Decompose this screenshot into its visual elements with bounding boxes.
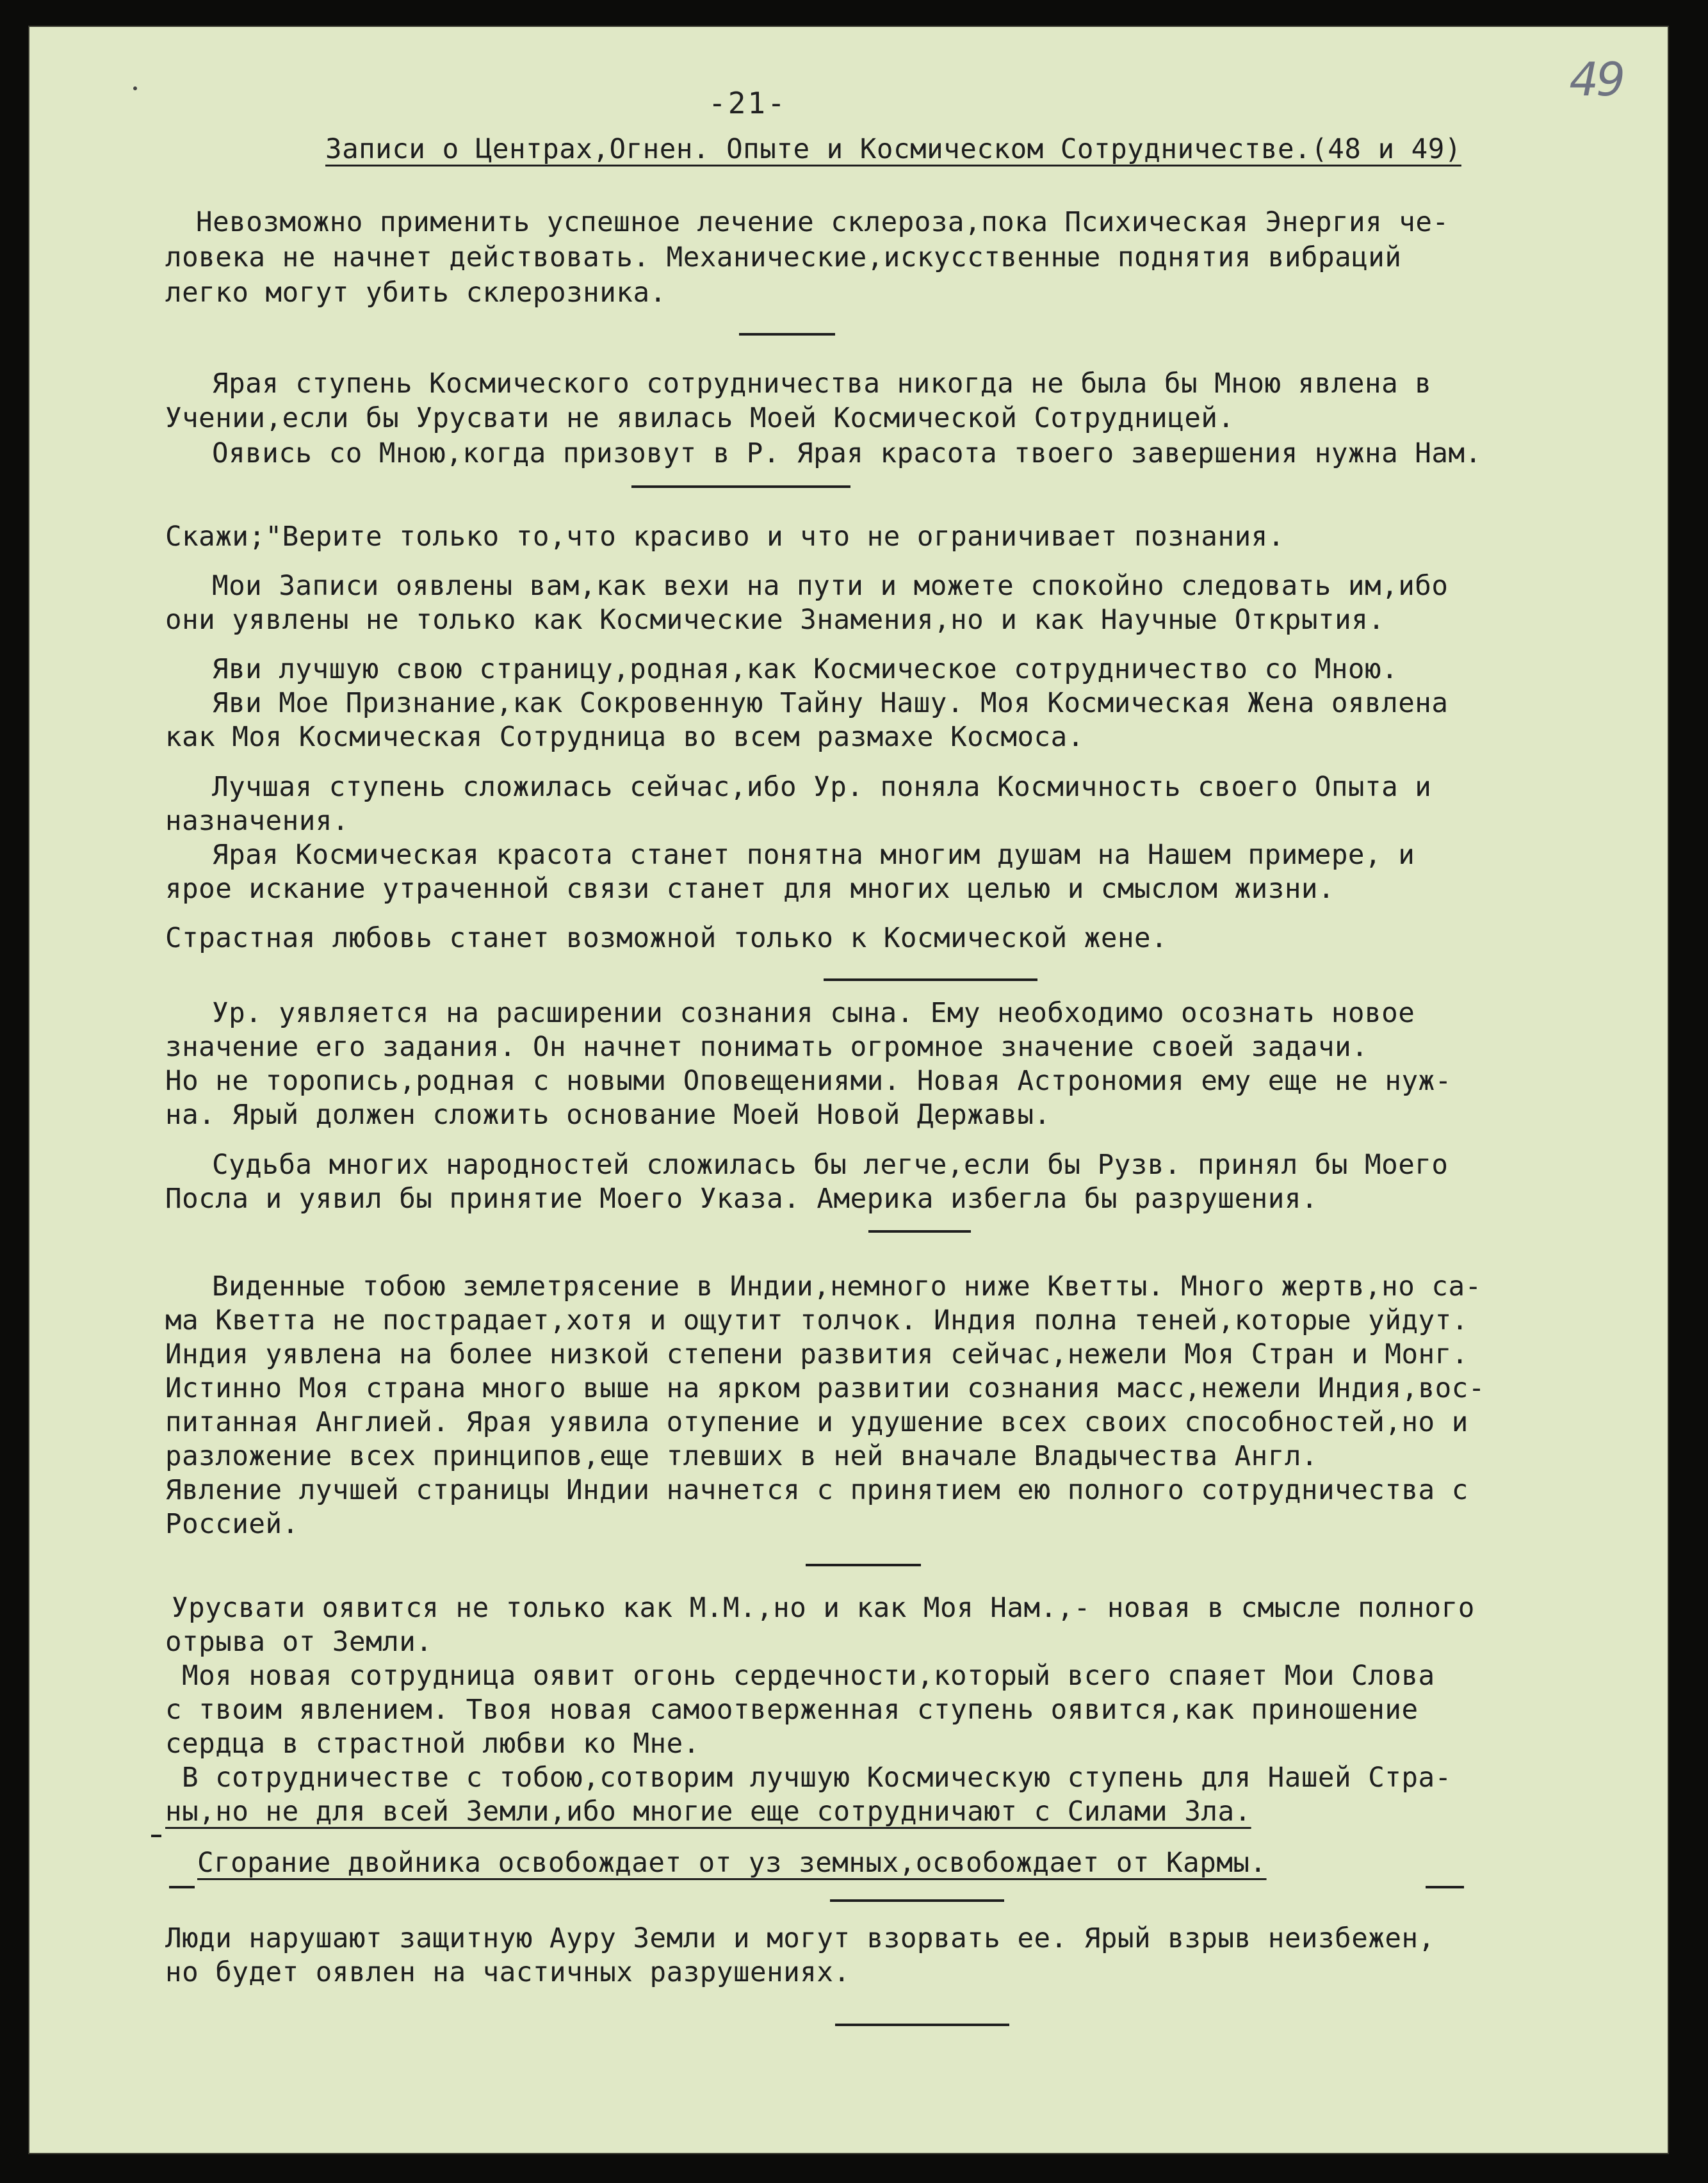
text-line: Истинно Моя страна много выше на ярком развитии сознания масс,нежели Индия,вос- — [165, 1373, 1485, 1404]
text-line: ма Кветта не пострадает,хотя и ощутит толчок. Индия полна теней,которые уйдут. — [165, 1305, 1468, 1336]
text-line: сердца в страстной любви ко Мне. — [165, 1728, 700, 1760]
text-line: отрыва от Земли. — [165, 1627, 433, 1658]
folio-number: 49 — [1569, 53, 1623, 106]
document-page — [28, 26, 1669, 2154]
text-line: Но не торопись,родная с новыми Оповещениями. Новая Астрономия ему еще не нуж- — [165, 1066, 1452, 1097]
text-line: В сотрудничестве с тобою,сотворим лучшую Космическую ступень для Нашей Стра- — [182, 1762, 1452, 1794]
text-line: с твоим явлением. Твоя новая самоотверженная ступень оявится,как приношение — [165, 1694, 1419, 1726]
text-line: Страстная любовь станет возможной только к Космической жене. — [165, 923, 1168, 954]
text-line-underlined: ны,но не для всей Земли,ибо многие еще сотрудничают с Силами Зла. — [165, 1796, 1251, 1828]
text-line: Невозможно применить успешное лечение склероза,пока Психическая Энергия че- — [196, 207, 1449, 238]
text-line: назначения. — [165, 806, 349, 837]
text-line: Люди нарушают защитную Ауру Земли и могут взорвать ее. Ярый взрыв неизбежен, — [165, 1923, 1435, 1954]
text-line: Мои Записи оявлены вам,как вехи на пути и можете спокойно следовать им,ибо — [212, 571, 1449, 602]
text-line: Виденные тобою землетрясение в Индии,немного ниже Кветты. Много жертв,но са- — [212, 1271, 1482, 1302]
text-line: значение его задания. Он начнет понимать огромное значение своей задачи. — [165, 1032, 1369, 1063]
text-line: как Моя Космическая Сотрудница во всем размахе Космоса. — [165, 722, 1084, 753]
text-line: Ярая Космическая красота станет понятна многим душам на Нашем примере, и — [212, 840, 1415, 871]
text-line: Учении,если бы Урусвати не явилась Моей Космической Сотрудницей. — [165, 403, 1235, 434]
text-line: Оявись со Мною,когда призовут в Р. Ярая красота твоего завершения нужна Нам. — [212, 438, 1482, 469]
text-line: ловека не начнет действовать. Механические,искусственные поднятия вибраций — [165, 242, 1402, 273]
text-line: разложение всех принципов,еще тлевших в ней вначале Владычества Англ. — [165, 1441, 1319, 1472]
section-divider — [835, 2024, 1009, 2026]
page-title: Записи о Центрах,Огнен. Опыте и Космическом Сотрудничестве.(48 и 49) — [325, 134, 1461, 165]
ink-speck — [133, 86, 137, 90]
text-line: на. Ярый должен сложить основание Моей Новой Державы. — [165, 1100, 1051, 1131]
text-line: питанная Англией. Ярая уявила отупение и удушение всех своих способностей,но и — [165, 1407, 1468, 1438]
text-line: Явление лучшей страницы Индии начнется с принятием ею полного сотрудничества с — [165, 1475, 1468, 1506]
text-line: Яви лучшую свою страницу,родная,как Космическое сотрудничество со Мною. — [212, 654, 1399, 685]
text-line: Судьба многих народностей сложилась бы легче,если бы Рузв. принял бы Моего — [212, 1149, 1449, 1181]
text-line: Ярая ступень Космического сотрудничества никогда не была бы Мною явлена в — [212, 368, 1432, 400]
text-line: Ур. уявляется на расширении сознания сына. Ему необходимо осознать новое — [212, 998, 1415, 1029]
underline-stub — [169, 1886, 195, 1888]
text-line: Яви Мое Признание,как Сокровенную Тайну Нашу. Моя Космическая Жена оявлена — [212, 688, 1449, 719]
section-divider — [824, 978, 1037, 981]
text-line: Лучшая ступень сложилась сейчас,ибо Ур. поняла Космичность своего Опыта и — [212, 772, 1432, 803]
text-line-underlined: Сгорание двойника освобождает от уз земных,освобождает от Кармы. — [197, 1847, 1267, 1879]
underline-stub — [1426, 1886, 1464, 1888]
text-line: Скажи;"Верите только то,что красиво и что не ограничивает познания. — [165, 521, 1285, 553]
text-line: легко могут убить склерозника. — [165, 277, 667, 309]
text-line: Моя новая сотрудница оявит огонь сердечности,который всего спаяет Мои Слова — [182, 1660, 1435, 1692]
section-divider — [631, 485, 850, 488]
text-line: они уявлены не только как Космические Знамения,но и как Научные Открытия. — [165, 605, 1385, 636]
text-line: Индия уявлена на более низкой степени развития сейчас,нежели Моя Стран и Монг. — [165, 1339, 1468, 1370]
section-divider — [830, 1899, 1004, 1902]
text-line: Посла и уявил бы принятие Моего Указа. Америка избегла бы разрушения. — [165, 1183, 1319, 1215]
text-line: Урусвати оявится не только как М.М.,но и как Моя Нам.,- новая в смысле полного — [172, 1593, 1475, 1624]
underline-stub — [151, 1835, 161, 1837]
page-number: -21- — [708, 86, 787, 120]
section-divider — [868, 1230, 971, 1233]
section-divider — [739, 333, 835, 336]
text-line: но будет оявлен на частичных разрушениях. — [165, 1957, 850, 1988]
text-line: ярое искание утраченной связи станет для многих целью и смыслом жизни. — [165, 873, 1335, 905]
text-line: Россией. — [165, 1509, 299, 1540]
section-divider — [806, 1564, 921, 1566]
